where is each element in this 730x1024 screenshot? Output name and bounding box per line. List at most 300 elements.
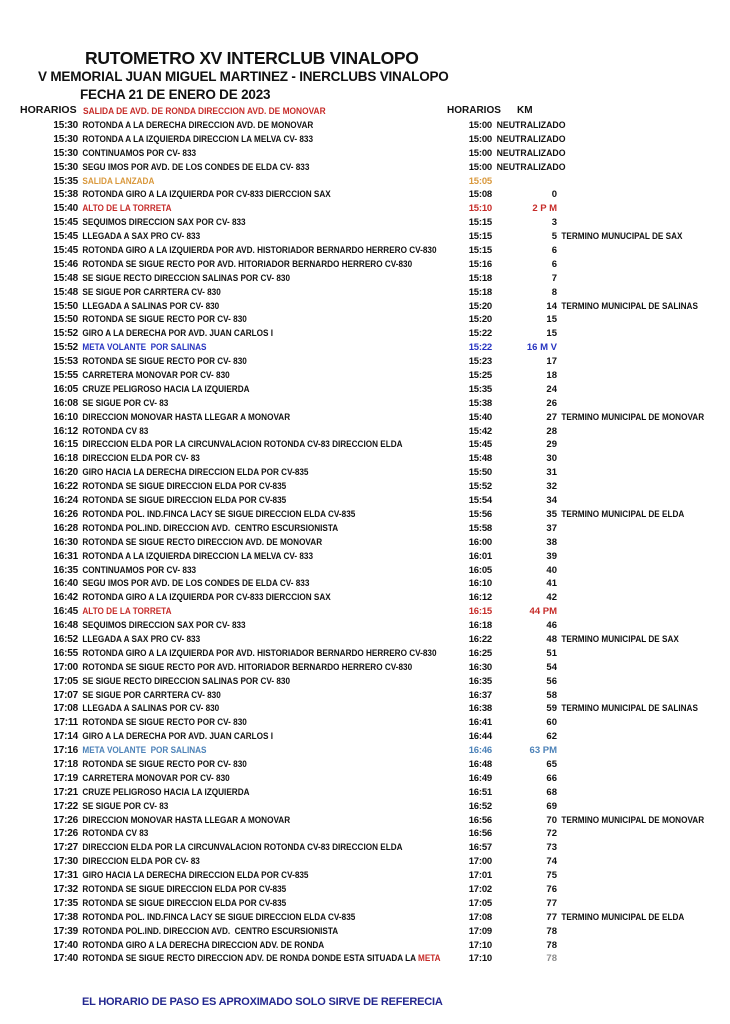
depart-time: 17:40 bbox=[53, 939, 78, 951]
km-value: 37 bbox=[546, 522, 557, 534]
km-value: 78 bbox=[546, 953, 557, 965]
table-row bbox=[0, 605, 730, 619]
pass-time: 17:08 bbox=[468, 911, 492, 923]
table-row bbox=[0, 564, 730, 578]
municipality-note: TERMINO MUNICIPAL DE ELDA bbox=[561, 911, 685, 922]
municipality-note bbox=[557, 661, 709, 675]
table-row bbox=[0, 869, 730, 883]
route-description: ROTONDA POL.IND. DIRECCION AVD. CENTRO ESCURSIONISTA bbox=[82, 925, 339, 936]
table-row bbox=[0, 647, 730, 661]
pass-time: 15:40 bbox=[468, 411, 492, 423]
pass-time: 15:15 bbox=[468, 245, 492, 257]
neutralized-status: NEUTRALIZADO bbox=[496, 147, 566, 159]
pass-time: 15:22 bbox=[468, 342, 492, 354]
km-value bbox=[492, 175, 557, 189]
route-description: SE SIGUE POR CV- 83 bbox=[82, 800, 169, 811]
route-description: SALIDA LANZADA bbox=[82, 175, 155, 186]
municipality-note bbox=[557, 522, 709, 536]
km-value: 18 bbox=[546, 370, 557, 382]
depart-time: 17:35 bbox=[53, 897, 78, 909]
km-value: 17 bbox=[546, 356, 557, 368]
km-value: 77 bbox=[546, 911, 557, 923]
pass-time: 16:49 bbox=[468, 772, 492, 784]
table-row bbox=[0, 689, 730, 703]
km-value: 3 bbox=[551, 217, 557, 229]
depart-time: 17:26 bbox=[53, 828, 78, 840]
municipality-note bbox=[557, 188, 709, 202]
km-value: 44 PM bbox=[529, 606, 557, 618]
depart-time: 17:32 bbox=[53, 883, 78, 895]
pass-time: 17:05 bbox=[468, 897, 492, 909]
route-description: ROTONDA CV 83 bbox=[82, 425, 149, 436]
route-description: LLEGADA A SAX PRO CV- 833 bbox=[82, 633, 201, 644]
pass-time: 15:00 bbox=[468, 161, 492, 173]
depart-time: 16:55 bbox=[53, 647, 78, 659]
km-value: 39 bbox=[546, 550, 557, 562]
depart-time: 15:48 bbox=[53, 272, 78, 284]
municipality-note bbox=[557, 564, 709, 578]
pass-time: 16:15 bbox=[468, 606, 492, 618]
route-description: ROTONDA SE SIGUE RECTO DIRECCION AVD. DE MONOVAR bbox=[82, 536, 323, 547]
table-row bbox=[0, 300, 730, 314]
municipality-note bbox=[557, 175, 709, 189]
date-line: FECHA 21 DE ENERO DE 2023 bbox=[80, 87, 271, 102]
depart-time: 17:26 bbox=[53, 814, 78, 826]
route-description: ROTONDA GIRO A LA IZQUIERDA POR CV-833 DIERCCION SAX bbox=[82, 592, 331, 603]
depart-time: 17:18 bbox=[53, 758, 78, 770]
table-row bbox=[0, 133, 730, 147]
route-description: ROTONDA A LA IZQUIERDA DIRECCION LA MELVA CV- 833 bbox=[82, 550, 314, 561]
route-description: META VOLANTE POR SALINAS bbox=[82, 745, 207, 756]
municipality-note bbox=[557, 341, 709, 355]
depart-time: 17:22 bbox=[53, 800, 78, 812]
km-value: 26 bbox=[546, 397, 557, 409]
municipality-note bbox=[557, 675, 709, 689]
pass-time: 15:18 bbox=[468, 286, 492, 298]
route-description: ROTONDA GIRO A LA DERECHA DIRECCION ADV. DE RONDA bbox=[82, 939, 325, 950]
municipality-note bbox=[557, 827, 709, 841]
depart-time: 16:45 bbox=[53, 606, 78, 618]
neutralized-status: NEUTRALIZADO bbox=[496, 120, 566, 131]
km-value: 48 bbox=[546, 633, 557, 645]
pass-time: 15:48 bbox=[468, 453, 492, 465]
km-value: 60 bbox=[546, 717, 557, 729]
km-value: 38 bbox=[546, 536, 557, 548]
municipality-note bbox=[557, 355, 709, 369]
table-row bbox=[0, 786, 730, 800]
depart-time: 16:08 bbox=[53, 397, 78, 409]
municipality-note bbox=[557, 202, 709, 216]
km-value: 32 bbox=[546, 481, 557, 493]
pass-time: 16:00 bbox=[468, 536, 492, 548]
depart-time: 15:30 bbox=[53, 120, 78, 131]
municipality-note bbox=[557, 536, 709, 550]
km-value: 2 P M bbox=[532, 203, 557, 215]
table-row bbox=[0, 536, 730, 550]
neutralized-status: NEUTRALIZADO bbox=[496, 161, 566, 173]
pass-time: 15:00 bbox=[468, 133, 492, 145]
depart-time: 16:12 bbox=[53, 425, 78, 437]
pass-time: 16:52 bbox=[468, 800, 492, 812]
pass-time: 16:48 bbox=[468, 758, 492, 770]
route-description: LLEGADA A SAX PRO CV- 833 bbox=[82, 231, 201, 242]
route-description: GIRO A LA DERECHA POR AVD. JUAN CARLOS I bbox=[82, 731, 274, 742]
route-description: SE SIGUE RECTO DIRECCION SALINAS POR CV- 830 bbox=[82, 272, 291, 283]
km-value: 0 bbox=[551, 189, 557, 201]
pass-time: 16:44 bbox=[468, 731, 492, 743]
municipality-note bbox=[557, 550, 709, 564]
route-description: ROTONDA SE SIGUE RECTO POR CV- 830 bbox=[82, 356, 247, 367]
municipality-note bbox=[557, 605, 709, 619]
depart-time: 16:20 bbox=[53, 467, 78, 479]
table-row bbox=[0, 258, 730, 272]
route-start-header: SALIDA DE AVD. DE RONDA DIRECCION AVD. DE MONOVAR bbox=[83, 105, 326, 117]
route-description: SE SIGUE POR CARRTERA CV- 830 bbox=[82, 286, 221, 297]
km-value: 70 bbox=[546, 814, 557, 826]
table-row bbox=[0, 730, 730, 744]
table-row bbox=[0, 814, 730, 828]
km-value: 8 bbox=[551, 286, 557, 298]
table-row bbox=[0, 550, 730, 564]
km-value: 76 bbox=[546, 883, 557, 895]
route-description: SEQUIMOS DIRECCION SAX POR CV- 833 bbox=[82, 620, 246, 631]
depart-time: 17:19 bbox=[53, 772, 78, 784]
table-row bbox=[0, 675, 730, 689]
municipality-note: TERMINO MUNICIPAL DE SALINAS bbox=[561, 300, 698, 311]
depart-time: 15:35 bbox=[53, 175, 78, 187]
depart-time: 15:52 bbox=[53, 328, 78, 340]
municipality-note bbox=[557, 216, 709, 230]
table-row bbox=[0, 800, 730, 814]
route-description: SE SIGUE RECTO DIRECCION SALINAS POR CV- 830 bbox=[82, 675, 291, 686]
pass-time: 16:51 bbox=[468, 786, 492, 798]
km-value: 34 bbox=[546, 495, 557, 507]
municipality-note bbox=[557, 369, 709, 383]
column-header-km: KM bbox=[517, 105, 533, 116]
pass-time: 16:46 bbox=[468, 745, 492, 757]
route-description: SEQUIMOS DIRECCION SAX POR CV- 833 bbox=[82, 217, 246, 228]
pass-time: 16:30 bbox=[468, 661, 492, 673]
pass-time: 16:22 bbox=[468, 633, 492, 645]
table-row bbox=[0, 508, 730, 522]
pass-time: 16:05 bbox=[468, 564, 492, 576]
table-row bbox=[0, 216, 730, 230]
table-row bbox=[0, 438, 730, 452]
depart-time: 15:53 bbox=[53, 356, 78, 368]
km-value: 75 bbox=[546, 870, 557, 882]
table-row bbox=[0, 827, 730, 841]
route-description: CARRETERA MONOVAR POR CV- 830 bbox=[82, 772, 230, 783]
municipality-note bbox=[557, 772, 709, 786]
table-row bbox=[0, 522, 730, 536]
municipality-note bbox=[557, 397, 709, 411]
table-row bbox=[0, 772, 730, 786]
depart-time: 16:35 bbox=[53, 564, 78, 576]
pass-time: 17:10 bbox=[468, 939, 492, 951]
pass-time: 15:56 bbox=[468, 508, 492, 520]
table-row bbox=[0, 230, 730, 244]
table-row bbox=[0, 175, 730, 189]
pass-time: 15:58 bbox=[468, 522, 492, 534]
neutralized-status: NEUTRALIZADO bbox=[496, 133, 566, 145]
depart-time: 15:52 bbox=[53, 342, 78, 354]
pass-time: 15:22 bbox=[468, 328, 492, 340]
depart-time: 17:11 bbox=[53, 717, 78, 729]
table-row bbox=[0, 716, 730, 730]
table-row bbox=[0, 327, 730, 341]
municipality-note bbox=[557, 272, 709, 286]
meta-highlight: META bbox=[418, 953, 441, 964]
km-value: 68 bbox=[546, 786, 557, 798]
municipality-note bbox=[557, 425, 709, 439]
table-row bbox=[0, 452, 730, 466]
km-value: 63 PM bbox=[529, 745, 557, 757]
depart-time: 15:48 bbox=[53, 286, 78, 298]
route-description: SE SIGUE POR CV- 83 bbox=[82, 397, 169, 408]
table-row bbox=[0, 313, 730, 327]
depart-time: 15:30 bbox=[53, 161, 78, 173]
pass-time: 16:57 bbox=[468, 842, 492, 854]
pass-time: 16:18 bbox=[468, 620, 492, 632]
municipality-note bbox=[557, 383, 709, 397]
municipality-note bbox=[557, 577, 709, 591]
municipality-note bbox=[557, 286, 709, 300]
table-row bbox=[0, 272, 730, 286]
route-description: DIRECCION MONOVAR HASTA LLEGAR A MONOVAR bbox=[82, 411, 291, 422]
route-description: ROTONDA A LA IZQUIERDA DIRECCION LA MELVA CV- 833 bbox=[82, 133, 314, 144]
km-value: 51 bbox=[546, 647, 557, 659]
depart-time: 16:24 bbox=[53, 495, 78, 507]
depart-time: 17:39 bbox=[53, 925, 78, 937]
route-description: ROTONDA GIRO A LA IZQUIERDA POR AVD. HISTORIADOR BERNARDO HERRERO CV-830 bbox=[82, 647, 437, 658]
table-row bbox=[0, 897, 730, 911]
route-description: ROTONDA SE SIGUE RECTO POR AVD. HITORIADOR BERNARDO HERRERO CV-830 bbox=[82, 258, 413, 269]
table-row bbox=[0, 119, 730, 133]
pass-time: 15:18 bbox=[468, 272, 492, 284]
km-value: 16 M V bbox=[526, 342, 557, 354]
depart-time: 15:46 bbox=[53, 258, 78, 270]
km-value: 58 bbox=[546, 689, 557, 701]
municipality-note: TERMINO MUNICIPAL DE ELDA bbox=[561, 508, 685, 519]
municipality-note: TERMINO MUNICIPAL DE SALINAS bbox=[561, 703, 698, 714]
route-description: ROTONDA SE SIGUE DIRECCION ELDA POR CV-835 bbox=[82, 883, 287, 894]
municipality-note bbox=[557, 800, 709, 814]
table-row bbox=[0, 939, 730, 953]
pass-time: 15:10 bbox=[468, 203, 492, 215]
km-value: 56 bbox=[546, 675, 557, 687]
municipality-note bbox=[557, 786, 709, 800]
depart-time: 16:52 bbox=[53, 633, 78, 645]
table-row bbox=[0, 633, 730, 647]
depart-time: 17:38 bbox=[53, 911, 78, 923]
pass-time: 15:23 bbox=[468, 356, 492, 368]
route-description: SEGU IMOS POR AVD. DE LOS CONDES DE ELDA CV- 833 bbox=[82, 578, 310, 589]
municipality-note bbox=[557, 716, 709, 730]
route-description: ROTONDA SE SIGUE RECTO POR AVD. HITORIADOR BERNARDO HERRERO CV-830 bbox=[82, 661, 413, 672]
pass-time: 16:41 bbox=[468, 717, 492, 729]
route-description: ROTONDA POL. IND.FINCA LACY SE SIGUE DIRECCION ELDA CV-835 bbox=[82, 911, 356, 922]
pass-time: 15:20 bbox=[468, 300, 492, 312]
pass-time: 15:25 bbox=[468, 370, 492, 382]
depart-time: 15:55 bbox=[53, 370, 78, 382]
municipality-note bbox=[557, 438, 709, 452]
depart-time: 16:48 bbox=[53, 620, 78, 632]
table-row bbox=[0, 369, 730, 383]
table-row bbox=[0, 286, 730, 300]
pass-time: 16:25 bbox=[468, 647, 492, 659]
municipality-note bbox=[557, 466, 709, 480]
depart-time: 16:10 bbox=[53, 411, 78, 423]
table-row bbox=[0, 383, 730, 397]
depart-time: 16:28 bbox=[53, 522, 78, 534]
pass-time: 15:50 bbox=[468, 467, 492, 479]
km-value: 24 bbox=[546, 383, 557, 395]
pass-time: 15:05 bbox=[468, 175, 492, 187]
route-description: ALTO DE LA TORRETA bbox=[82, 203, 172, 214]
depart-time: 17:31 bbox=[53, 870, 78, 882]
table-row bbox=[0, 202, 730, 216]
pass-time: 15:54 bbox=[468, 495, 492, 507]
pass-time: 15:08 bbox=[468, 189, 492, 201]
pass-time: 15:52 bbox=[468, 481, 492, 493]
table-row bbox=[0, 411, 730, 425]
route-description: GIRO A LA DERECHA POR AVD. JUAN CARLOS I bbox=[82, 328, 274, 339]
km-value: 31 bbox=[546, 467, 557, 479]
km-value: 27 bbox=[546, 411, 557, 423]
page-subtitle: V MEMORIAL JUAN MIGUEL MARTINEZ - INERCLUBS VINALOPO bbox=[38, 69, 449, 84]
km-value: 35 bbox=[546, 508, 557, 520]
municipality-note bbox=[557, 647, 709, 661]
table-row bbox=[0, 758, 730, 772]
pass-time: 16:56 bbox=[468, 828, 492, 840]
table-row bbox=[0, 397, 730, 411]
municipality-note bbox=[557, 883, 709, 897]
municipality-note bbox=[557, 619, 709, 633]
table-row bbox=[0, 841, 730, 855]
municipality-note: TERMINO MUNICIPAL DE MONOVAR bbox=[561, 814, 705, 825]
depart-time: 16:42 bbox=[53, 592, 78, 604]
route-description: META VOLANTE POR SALINAS bbox=[82, 342, 207, 353]
depart-time: 17:40 bbox=[53, 953, 78, 965]
table-row bbox=[0, 466, 730, 480]
pass-time: 15:45 bbox=[468, 439, 492, 451]
route-description: DIRECCION MONOVAR HASTA LLEGAR A MONOVAR bbox=[82, 814, 291, 825]
km-value: 74 bbox=[546, 856, 557, 868]
depart-time: 16:15 bbox=[53, 439, 78, 451]
pass-time: 15:38 bbox=[468, 397, 492, 409]
km-value: 28 bbox=[546, 425, 557, 437]
depart-time: 17:05 bbox=[53, 675, 78, 687]
depart-time: 15:30 bbox=[53, 133, 78, 145]
depart-time: 17:16 bbox=[53, 745, 78, 757]
table-row bbox=[0, 147, 730, 161]
route-description: ROTONDA SE SIGUE RECTO POR CV- 830 bbox=[82, 314, 247, 325]
km-value: 6 bbox=[551, 258, 557, 270]
municipality-note bbox=[557, 744, 709, 758]
depart-time: 17:14 bbox=[53, 731, 78, 743]
km-value: 40 bbox=[546, 564, 557, 576]
pass-time: 16:56 bbox=[468, 814, 492, 826]
pass-time: 15:16 bbox=[468, 258, 492, 270]
km-value: 15 bbox=[546, 328, 557, 340]
municipality-note bbox=[557, 869, 709, 883]
table-row bbox=[0, 661, 730, 675]
pass-time: 16:38 bbox=[468, 703, 492, 715]
depart-time: 15:45 bbox=[53, 231, 78, 243]
table-row bbox=[0, 911, 730, 925]
municipality-note: TERMINO MUNICIPAL DE SAX bbox=[561, 633, 679, 644]
schedule-table bbox=[0, 119, 730, 966]
route-description: ROTONDA SE SIGUE DIRECCION ELDA POR CV-835 bbox=[82, 897, 287, 908]
municipality-note bbox=[557, 855, 709, 869]
pass-time: 16:12 bbox=[468, 592, 492, 604]
municipality-note bbox=[557, 313, 709, 327]
km-value: 30 bbox=[546, 453, 557, 465]
km-value: 5 bbox=[551, 231, 557, 243]
route-description: LLEGADA A SALINAS POR CV- 830 bbox=[82, 300, 220, 311]
municipality-note bbox=[557, 758, 709, 772]
municipality-note bbox=[557, 897, 709, 911]
table-row bbox=[0, 855, 730, 869]
table-row bbox=[0, 188, 730, 202]
route-description: ROTONDA A LA DERECHA DIRECCION AVD. DE MONOVAR bbox=[82, 120, 314, 130]
route-description: ROTONDA CV 83 bbox=[82, 828, 149, 839]
pass-time: 16:35 bbox=[468, 675, 492, 687]
municipality-note bbox=[557, 480, 709, 494]
table-column-header bbox=[0, 104, 730, 118]
table-row bbox=[0, 883, 730, 897]
depart-time: 16:31 bbox=[53, 550, 78, 562]
pass-time: 15:35 bbox=[468, 383, 492, 395]
depart-time: 17:07 bbox=[53, 689, 78, 701]
page-title: RUTOMETRO XV INTERCLUB VINALOPO bbox=[85, 48, 419, 68]
depart-time: 15:50 bbox=[53, 314, 78, 326]
table-row bbox=[0, 494, 730, 508]
km-value: 78 bbox=[546, 939, 557, 951]
municipality-note bbox=[557, 258, 709, 272]
km-value: 7 bbox=[551, 272, 557, 284]
km-value: 54 bbox=[546, 661, 557, 673]
route-description: ROTONDA GIRO A LA IZQUIERDA POR CV-833 DIERCCION SAX bbox=[82, 189, 331, 200]
route-description: ROTONDA POL.IND. DIRECCION AVD. CENTRO ESCURSIONISTA bbox=[82, 522, 339, 533]
municipality-note bbox=[557, 591, 709, 605]
pass-time: 15:15 bbox=[468, 231, 492, 243]
municipality-note: TERMINO MUNUCIPAL DE SAX bbox=[561, 231, 683, 242]
route-description: DIRECCION ELDA POR LA CIRCUNVALACION ROTONDA CV-83 DIRECCION ELDA bbox=[82, 842, 403, 853]
km-value: 42 bbox=[546, 592, 557, 604]
table-row bbox=[0, 161, 730, 175]
km-value: 41 bbox=[546, 578, 557, 590]
depart-time: 15:45 bbox=[53, 217, 78, 229]
km-value: 73 bbox=[546, 842, 557, 854]
route-description: ROTONDA SE SIGUE RECTO POR CV- 830 bbox=[82, 758, 247, 769]
municipality-note bbox=[557, 327, 709, 341]
table-row bbox=[0, 925, 730, 939]
depart-time: 17:30 bbox=[53, 856, 78, 868]
pass-time: 17:09 bbox=[468, 925, 492, 937]
route-description: ROTONDA SE SIGUE RECTO POR CV- 830 bbox=[82, 717, 247, 728]
column-header-horarios-right: HORARIOS bbox=[447, 105, 501, 116]
pass-time: 17:10 bbox=[468, 953, 492, 965]
route-description: SEGU IMOS POR AVD. DE LOS CONDES DE ELDA CV- 833 bbox=[82, 161, 310, 172]
municipality-note bbox=[557, 952, 709, 966]
pass-time: 16:37 bbox=[468, 689, 492, 701]
depart-time: 16:18 bbox=[53, 453, 78, 465]
route-description: CRUZE PELIGROSO HACIA LA IZQUIERDA bbox=[82, 383, 250, 394]
table-row bbox=[0, 702, 730, 716]
km-value: 66 bbox=[546, 772, 557, 784]
table-row bbox=[0, 341, 730, 355]
